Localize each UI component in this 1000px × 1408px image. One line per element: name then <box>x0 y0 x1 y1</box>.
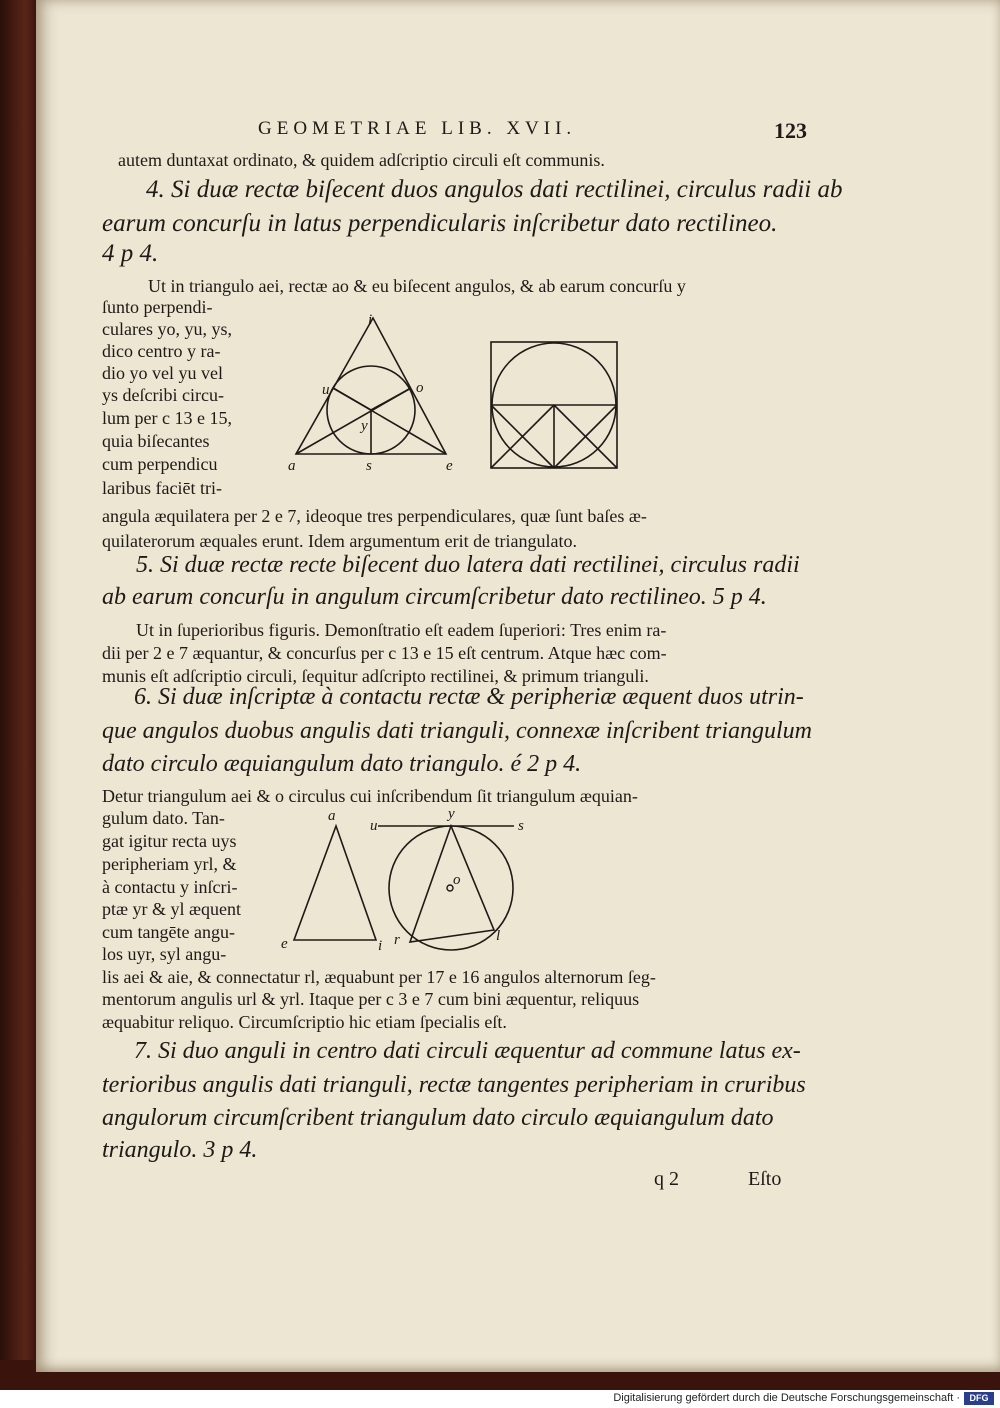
fig1-label-o: o <box>416 380 424 396</box>
fig3-label-a: a <box>328 808 336 824</box>
text-line: Detur triangulum aei & o circulus cui inſcribendum ſit triangulum æquian- <box>102 786 638 806</box>
dfg-logo-icon: DFG <box>964 1392 994 1405</box>
text-line: quilaterorum æquales erunt. Idem argumentum erit de triangulato. <box>102 531 578 551</box>
text-line: ptæ yr & yl æquent <box>102 899 241 919</box>
proposition-5-line-1: 5. Si duæ rectæ recte biſecent duo latera dati rectilinei, circulus radii <box>136 552 800 578</box>
fig4-label-u: u <box>370 818 378 834</box>
proposition-5-line-2: ab earum concurſu in angulum circumſcribetur dato rectilineo. 5 p 4. <box>102 584 767 610</box>
text-line: cum perpendicu <box>102 454 218 474</box>
footer-credit: Digitalisierung gefördert durch die Deutsche Forschungsgemeinschaft · <box>613 1392 960 1404</box>
text-line: los uyr, syl angu- <box>102 944 227 964</box>
proposition-6-line-3: dato circulo æquiangulum dato triangulo. é 2 p 4. <box>102 751 582 777</box>
fig3-label-e: e <box>281 936 288 952</box>
text-line: peripheriam yrl, & <box>102 854 237 874</box>
digitization-footer <box>0 1390 1000 1408</box>
proposition-6-line-2: que angulos duobus angulis dati trianguli, connexæ inſcribent triangulum <box>102 718 812 744</box>
proposition-7-line-1: 7. Si duo anguli in centro dati circuli æquentur ad commune latus ex- <box>134 1038 801 1064</box>
fig1-label-s: s <box>366 458 372 474</box>
proposition-4-line-3: 4 p 4. <box>102 240 159 267</box>
proposition-4-line-1: 4. Si duæ rectæ biſecent duos angulos dati rectilinei, circulus radii ab <box>146 176 843 203</box>
proposition-6-line-1: 6. Si duæ inſcriptæ à contactu rectæ & peripheriæ æquent duos utrin- <box>134 684 804 710</box>
text-line: gat igitur recta uys <box>102 831 237 851</box>
text-line: ſunto perpendi- <box>102 297 213 317</box>
text-line: dico centro y ra- <box>102 341 221 361</box>
running-head-title: GEOMETRIAE LIB. XVII. <box>258 118 577 139</box>
text-line: ys deſcribi circu- <box>102 385 224 405</box>
text-line: gulum dato. Tan- <box>102 808 225 828</box>
figure-inscribed-circle-triangle <box>286 310 466 480</box>
fig4-label-l: l <box>496 928 501 944</box>
proposition-7-line-2: terioribus angulis dati trianguli, rectæ tangentes peripheriam in cruribus <box>102 1072 806 1098</box>
fig1-label-a: a <box>288 458 296 474</box>
proposition-7-line-4: triangulo. 3 p 4. <box>102 1137 258 1163</box>
catchword: Eſto <box>748 1168 782 1190</box>
text-line: lis aei & aie, & connectatur rl, æquabunt per 17 e 16 angulos alternorum ſeg- <box>102 967 656 987</box>
text-line: autem duntaxat ordinato, & quidem adſcriptio circuli eſt communis. <box>118 150 605 170</box>
fig4-label-s: s <box>518 818 524 834</box>
book-page <box>36 0 1000 1372</box>
text-line: dio yo vel yu vel <box>102 363 223 383</box>
text-line: munis eſt adſcriptio circuli, ſequitur adſcripto rectilinei, & primum trianguli. <box>102 666 649 686</box>
text-line: Ut in triangulo aei, rectæ ao & eu biſecent angulos, & ab earum concurſu y <box>148 276 686 296</box>
text-line: laribus faciēt tri- <box>102 478 222 498</box>
text-line: dii per 2 e 7 æquantur, & concurſus per c 13 e 15 eſt centrum. Atque hæc com- <box>102 643 667 663</box>
signature-mark: q 2 <box>654 1168 679 1190</box>
book-binding <box>0 0 36 1390</box>
fig4-label-r: r <box>394 932 400 948</box>
fig3-label-i: i <box>378 938 383 954</box>
fig1-label-i: i <box>368 312 373 328</box>
text-line: quia biſecantes <box>102 431 210 451</box>
text-line: à contactu y inſcri- <box>102 877 238 897</box>
fig1-label-u: u <box>322 382 330 398</box>
proposition-7-line-3: angulorum circumſcribent triangulum dato circulo æquiangulum dato <box>102 1105 774 1131</box>
fig4-label-y: y <box>448 806 455 822</box>
text-line: Ut in ſuperioribus figuris. Demonſtratio eſt eadem ſuperiori: Tres enim ra- <box>136 620 667 640</box>
proposition-4-line-2: earum concurſu in latus perpendicularis inſcribetur dato rectilineo. <box>102 210 778 237</box>
fig1-label-y: y <box>361 418 368 434</box>
figure-circle-tangent <box>366 800 536 960</box>
text-line: mentorum angulis url & yrl. Itaque per c 3 e 7 cum bini æquentur, reliquus <box>102 989 640 1009</box>
text-line: æquabitur reliquo. Circumſcriptio hic etiam ſpecialis eſt. <box>102 1012 507 1032</box>
text-line: cum tangēte angu- <box>102 922 235 942</box>
page-number: 123 <box>774 118 807 143</box>
text-line: culares yo, yu, ys, <box>102 319 232 339</box>
text-line: lum per c 13 e 15, <box>102 408 232 428</box>
text-line: angula æquilatera per 2 e 7, ideoque tres perpendiculares, quæ ſunt baſes æ- <box>102 506 647 526</box>
figure-square-circle <box>486 338 626 473</box>
fig1-label-e: e <box>446 458 453 474</box>
fig4-label-o: o <box>453 872 461 888</box>
